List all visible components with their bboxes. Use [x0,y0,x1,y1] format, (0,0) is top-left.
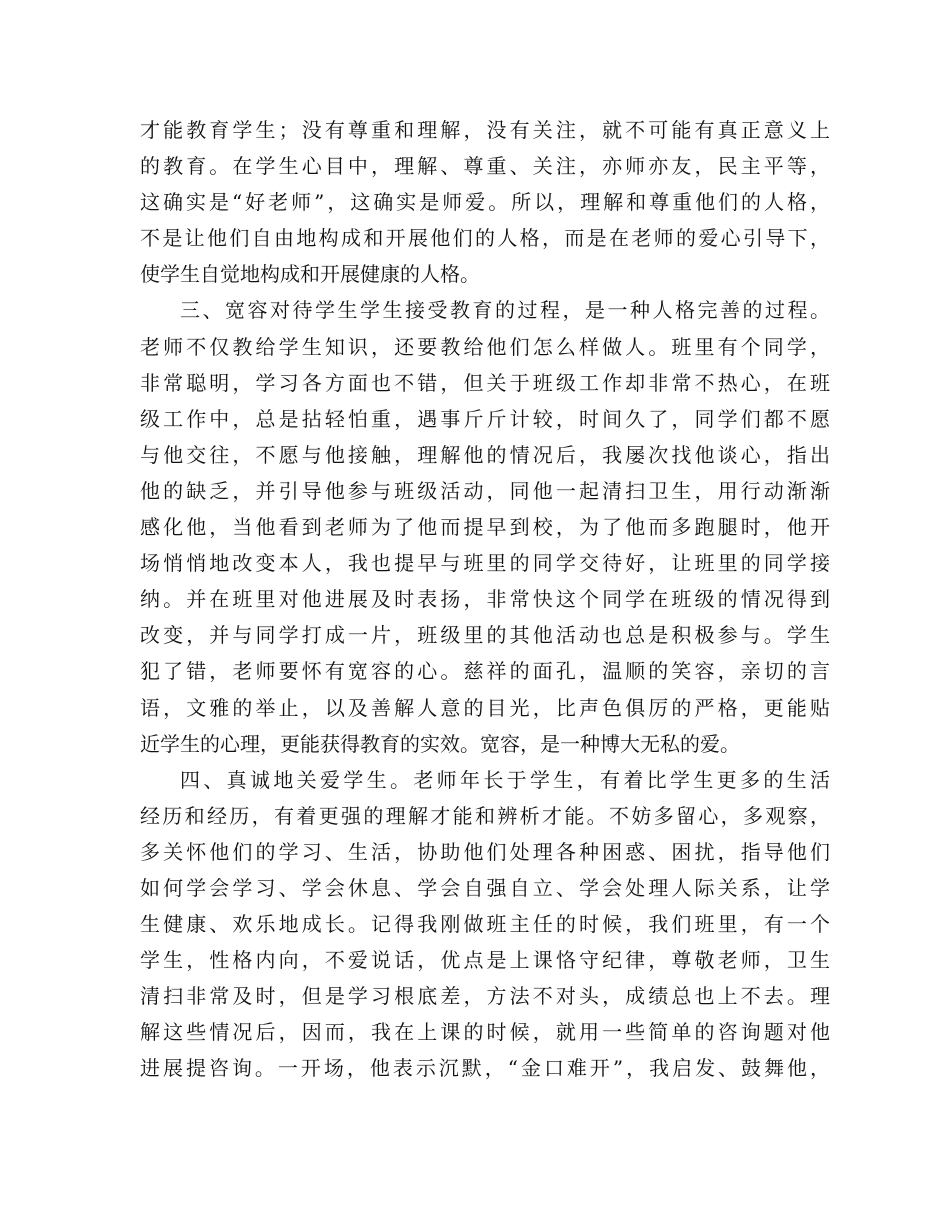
text-line: 多关怀他们的学习、生活，协助他们处理各种困惑、困扰，指导他们 [140,839,830,864]
text-line: 老师不仅教给学生知识，还要教给他们怎么样做人。班里有个同学， [140,334,830,359]
body-text [140,112,830,1087]
text-line: 纳。并在班里对他进展及时表扬，非常快这个同学在班级的情况得到 [140,587,830,612]
text-line: 近学生的心理，更能获得教育的实效。宽容，是一种博大无私的爱。 [140,731,740,756]
text-line: 非常聪明，学习各方面也不错，但关于班级工作却非常不热心，在班 [140,370,830,395]
text-line: 进展提咨询。一开场，他表示沉默，“金口难开”，我启发、鼓舞他， [140,1056,830,1081]
text-line: 学生，性格内向，不爱说话，优点是上课恪守纪律，尊敬老师，卫生 [140,948,830,973]
text-line: 如何学会学习、学会休息、学会自强自立、学会处理人际关系，让学 [140,875,830,900]
text-line: 使学生自觉地构成和开展健康的人格。 [140,262,480,287]
text-line: 改变，并与同学打成一片，班级里的其他活动也总是积极参与。学生 [140,623,830,648]
paragraph-start-line: 四、真诚地关爱学生。老师年长于学生，有着比学生更多的生活 [180,767,830,792]
text-line: 不是让他们自由地构成和开展他们的人格，而是在老师的爱心引导下， [140,226,830,251]
text-line: 清扫非常及时，但是学习根底差，方法不对头，成绩总也上不去。理 [140,984,830,1009]
text-line: 犯了错，老师要怀有宽容的心。慈祥的面孔，温顺的笑容，亲切的言 [140,659,830,684]
text-line: 感化他，当他看到老师为了他而提早到校，为了他而多跑腿时，他开 [140,515,830,540]
text-line: 才能教育学生；没有尊重和理解，没有关注，就不可能有真正意义上 [140,118,830,142]
text-line: 这确实是“好老师”，这确实是师爱。所以，理解和尊重他们的人格， [140,190,830,215]
text-line: 经历和经历，有着更强的理解才能和辨析才能。不妨多留心，多观察， [140,803,830,828]
text-line: 解这些情况后，因而，我在上课的时候，就用一些简单的咨询题对他 [140,1020,830,1045]
paragraph-start-line: 三、宽容对待学生学生接受教育的过程，是一种人格完善的过程。 [180,298,830,323]
text-line: 场悄悄地改变本人，我也提早与班里的同学交待好，让班里的同学接 [140,551,830,576]
text-line: 语，文雅的举止，以及善解人意的目光，比声色俱厉的严格，更能贴 [140,695,830,720]
text-line: 生健康、欢乐地成长。记得我刚做班主任的时候，我们班里，有一个 [140,912,830,937]
text-line: 的教育。在学生心目中，理解、尊重、关注，亦师亦友，民主平等， [140,154,830,179]
text-line: 他的缺乏，并引导他参与班级活动，同他一起清扫卫生，用行动渐渐 [140,478,830,503]
text-line: 级工作中，总是拈轻怕重，遇事斤斤计较，时间久了，同学们都不愿 [140,406,830,431]
text-line: 与他交往，不愿与他接触，理解他的情况后，我屡次找他谈心，指出 [140,442,830,467]
